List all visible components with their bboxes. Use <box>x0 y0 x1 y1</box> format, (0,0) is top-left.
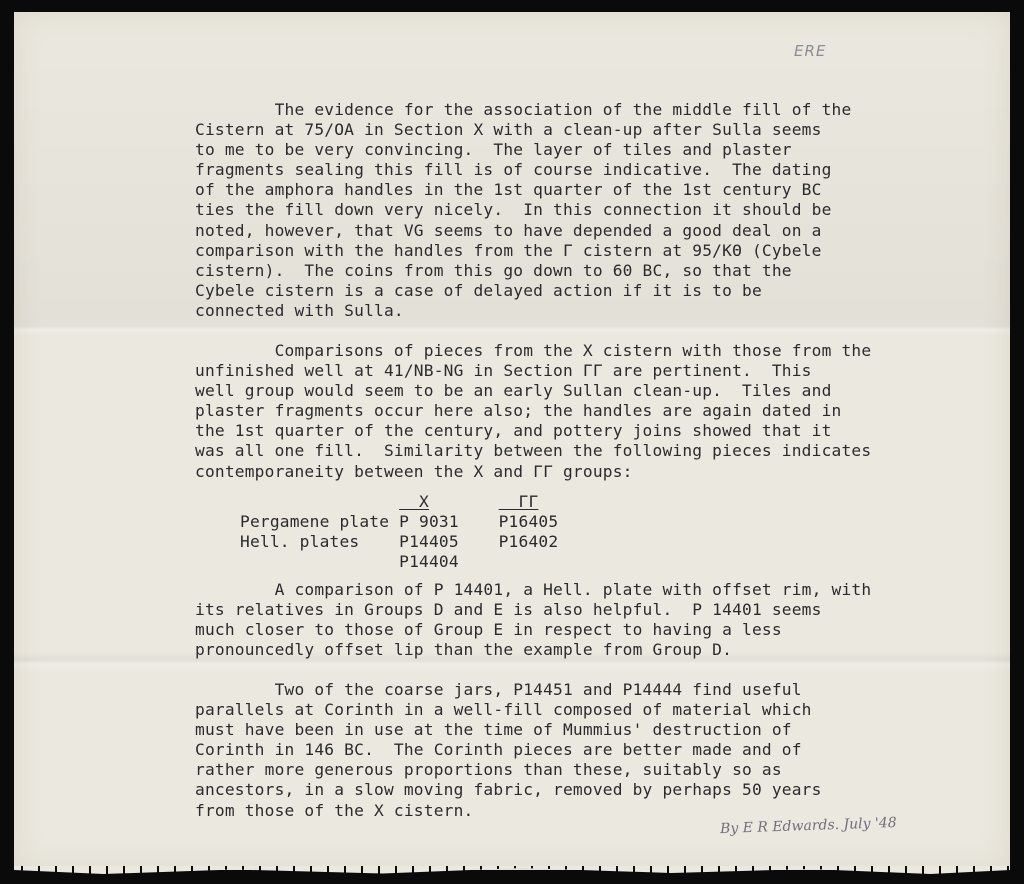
table-cell: P16402 <box>498 532 579 552</box>
table-row <box>240 512 578 532</box>
table-cell: P14405 <box>399 532 499 552</box>
table-row <box>240 532 578 552</box>
paragraph-p14401: A comparison of P 14401, a Hell. plate with offset rim, with its relatives in Groups D and E is also helpful. P 14401 seems much closer to those of Group E in respect to having a less pronouncedly offset lip than the example from Group D. <box>195 580 872 660</box>
table-cell: P14404 <box>399 552 499 572</box>
table-cell <box>240 552 399 571</box>
table-row <box>240 552 578 572</box>
table-cell: Pergamene plate <box>240 512 400 532</box>
table-header-cell <box>240 492 399 511</box>
paragraph-comparisons: Comparisons of pieces from the X cistern with those from the unfinished well at 41/NB-NG in Section ΓΓ are pertinent. This well group would seem to be an early Sullan clean-up. Tiles and plaster fragments occur here also; the handles are again dated in the 1st quarter of the century, and pottery joins showed that it was all one fill. Similarity between the following pieces indicates contemporaneity between the X and ΓΓ groups: <box>195 341 872 481</box>
table-header-row <box>240 492 578 512</box>
table-cell <box>499 552 579 571</box>
table-cell: P 9031 <box>399 512 499 532</box>
paragraph-coarse-jars: Two of the coarse jars, P14451 and P14444 find useful parallels at Corinth in a well-fill composed of material which must have been in use at the time of Mummius' destruction of Corinth in 146 BC. The Corinth pieces are better made and of rather more generous proportions than these, suitably so as ancestors, in a slow moving fabric, removed by perhaps 50 years from those of the X cistern. <box>195 680 822 820</box>
handwritten-signature: By E R Edwards. July '48 <box>719 814 897 838</box>
table-header-cell: X <box>399 492 429 511</box>
typed-page <box>14 12 1010 870</box>
table-header-cell: ΓΓ <box>498 492 539 511</box>
comparison-table <box>240 492 578 572</box>
corner-mark: ERE <box>794 42 827 60</box>
torn-edge <box>14 866 1010 876</box>
table-cell: P16405 <box>498 512 579 532</box>
paragraph-sulla-cistern: The evidence for the association of the middle fill of the Cistern at 75/OA in Section X with a clean-up after Sulla seems to me to be very convincing. The layer of tiles and plaster fragments sealing this fill is of course indicative. The dating of the amphora handles in the 1st quarter of the 1st century BC ties the fill down very nicely. In this connection it should be noted, however, that VG seems to have depended a good deal on a comparison with the handles from the Γ cistern at 95/KΘ (Cybele cistern). The coins from this go down to 60 BC, so that the Cybele cistern is a case of delayed action if it is to be connected with Sulla. <box>195 100 852 320</box>
table-cell: Hell. plates <box>240 532 400 552</box>
